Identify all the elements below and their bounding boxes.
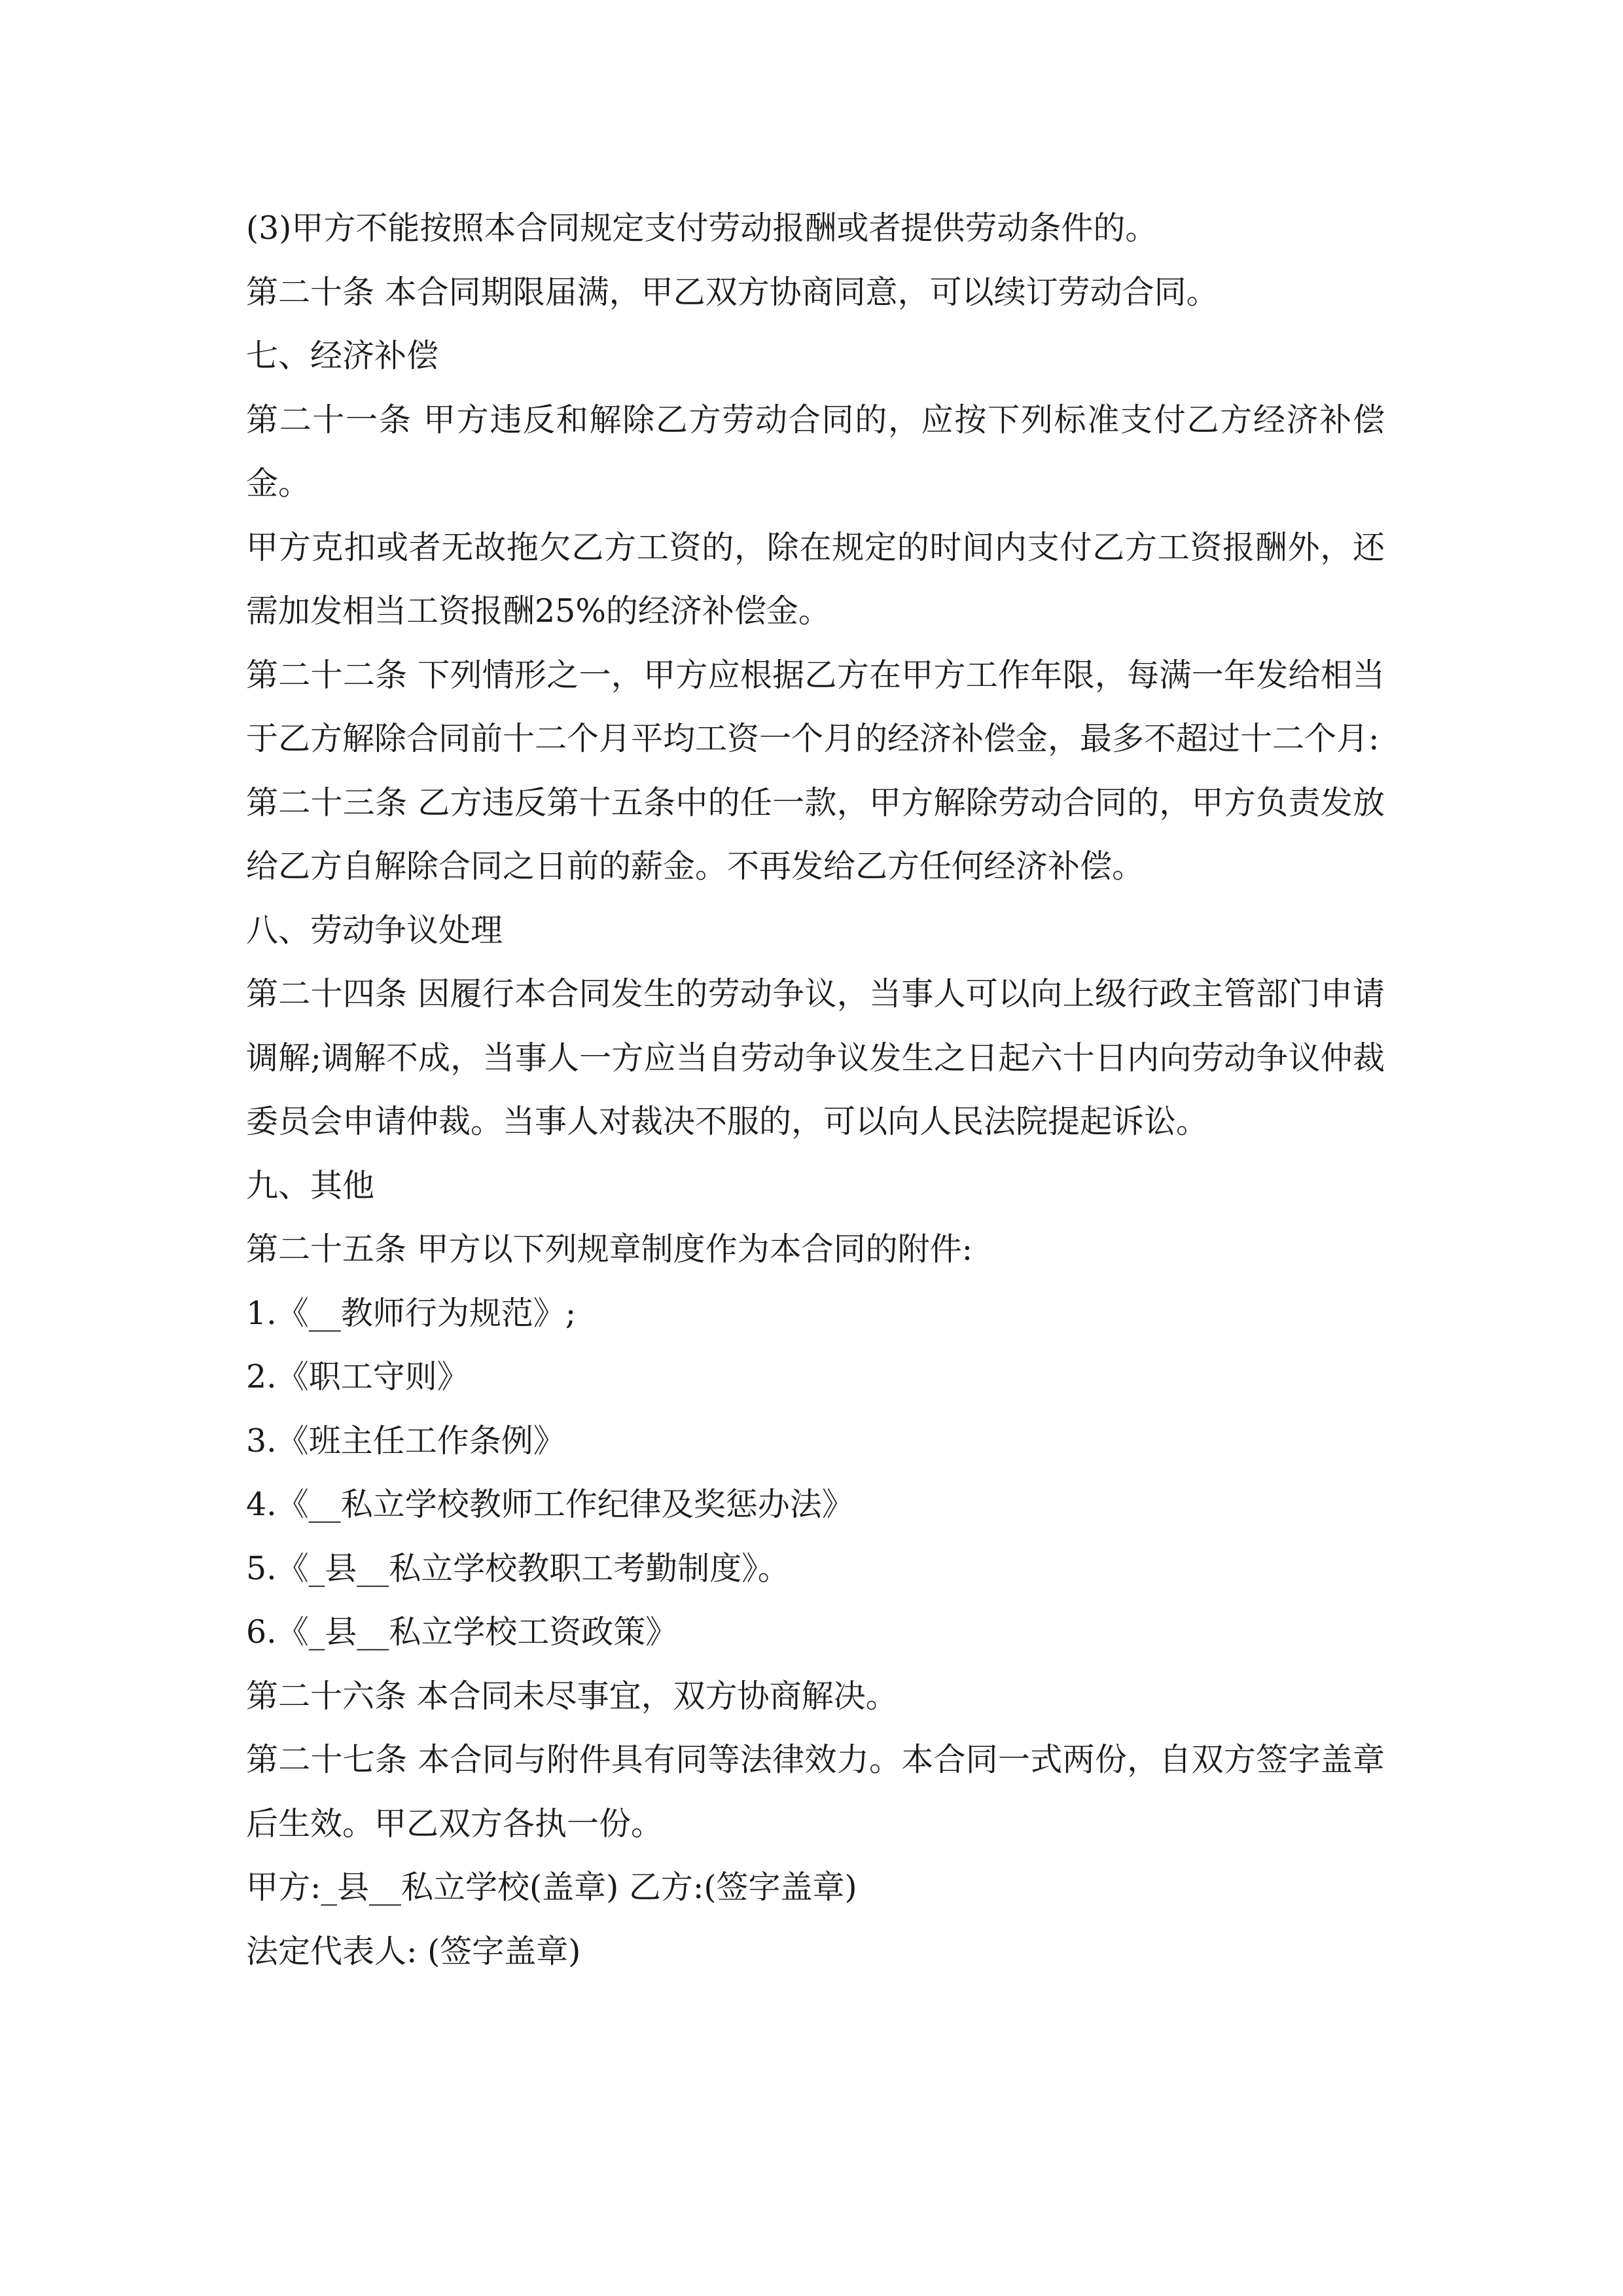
section-heading-economic-compensation: 七、经济补偿: [246, 337, 439, 374]
article-21: 第二十一条 甲方违反和解除乙方劳动合同的，应按下列标准支付乙方经济补偿金。: [246, 401, 1385, 502]
attachment-item: 4.《__私立学校教师工作纪律及奖惩办法》: [246, 1486, 854, 1523]
article-27: 第二十七条 本合同与附件具有同等法律效力。本合同一式两份，自双方签字盖章后生效。甲乙双方各执一份。: [246, 1741, 1385, 1842]
attachment-item: 2.《职工守则》: [246, 1358, 469, 1395]
section-heading-other: 九、其他: [246, 1166, 375, 1204]
article-22: 第二十二条 下列情形之一，甲方应根据乙方在甲方工作年限，每满一年发给相当于乙方解除合同前十二个月平均工资一个月的经济补偿金，最多不超过十二个月:: [246, 656, 1385, 757]
wage-arrears-paragraph: 甲方克扣或者无故拖欠乙方工资的，除在规定的时间内支付乙方工资报酬外，还需加发相当工资报酬25%的经济补偿金。: [246, 528, 1385, 630]
article-24: 第二十四条 因履行本合同发生的劳动争议，当事人可以向上级行政主管部门申请调解;调解不成，当事人一方应当自劳动争议发生之日起六十日内向劳动争议仲裁委员会申请仲裁。当事人对裁决不服的，可以向人民法院提起诉讼。: [246, 975, 1385, 1140]
article-26: 第二十六条 本合同未尽事宜，双方协商解决。: [246, 1677, 898, 1715]
signature-line-parties: 甲方:_县__私立学校(盖章) 乙方:(签字盖章): [246, 1869, 857, 1906]
attachment-item: 5.《_县__私立学校教职工考勤制度》。: [246, 1549, 790, 1587]
section-heading-labor-dispute: 八、劳动争议处理: [246, 911, 503, 949]
article-23: 第二十三条 乙方违反第十五条中的任一款，甲方解除劳动合同的，甲方负责发放给乙方自解除合同之日前的薪金。不再发给乙方任何经济补偿。: [246, 783, 1385, 885]
signature-line-legal-representative: 法定代表人: (签字盖章): [246, 1932, 581, 1970]
article-25: 第二十五条 甲方以下列规章制度作为本合同的附件:: [246, 1230, 973, 1268]
attachment-item: 3.《班主任工作条例》: [246, 1422, 565, 1460]
attachment-item: 6.《_县__私立学校工资政策》: [246, 1613, 678, 1651]
attachment-item: 1.《__教师行为规范》;: [246, 1294, 577, 1332]
clause-3-condition: (3)甲方不能按照本合同规定支付劳动报酬或者提供劳动条件的。: [246, 209, 1158, 247]
document-body: [246, 196, 1385, 1983]
article-20: 第二十条 本合同期限届满，甲乙双方协商同意，可以续订劳动合同。: [246, 273, 1219, 311]
